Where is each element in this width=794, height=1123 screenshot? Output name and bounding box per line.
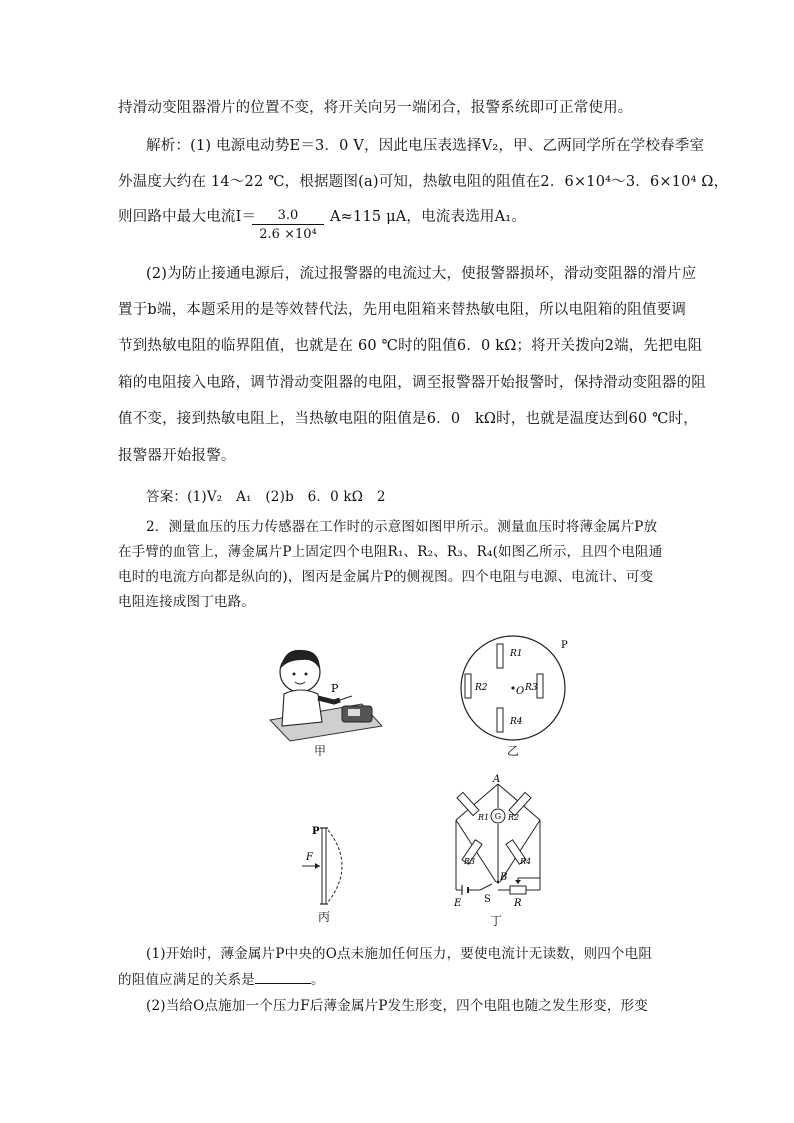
text-fragment: 的阻值应满足的关系是 [118, 972, 255, 988]
paragraph-line: (2)为防止接通电源后，流过报警器的电流过大，使报警器损坏，滑动变阻器的滑片应 [146, 266, 697, 282]
label-p: P [331, 682, 339, 695]
paragraph-line: 外温度大约在 14～22 ℃，根据题图(a)可知，热敏电阻的阻值在2．6×10⁴～3．6×10⁴ Ω， [118, 174, 729, 190]
label-r3: R3 [525, 683, 538, 693]
side-view-diagram [300, 822, 360, 910]
galvanometer-icon: G [494, 812, 502, 821]
label-r2: R2 [475, 683, 488, 693]
paragraph-line: 值不变，接到热敏电阻上，当热敏电阻的阻值是6．0 kΩ时，也就是温度达到60 ℃时， [118, 411, 698, 427]
label-f: F [306, 852, 313, 863]
metal-disc-diagram [455, 634, 575, 742]
current-fraction [252, 208, 324, 242]
paragraph-line: 解析：(1) 电源电动势E＝3．0 V，因此电压表选择V₂，甲、乙两同学所在学校春季室 [146, 138, 705, 154]
subquestion-line: (1)开始时，薄金属片P中央的O点未施加任何压力，要使电流计无读数，则四个电阻 [146, 946, 653, 962]
label-r4: R4 [520, 857, 532, 866]
person-bp-illustration [262, 642, 402, 742]
question-line: 在手臂的血管上，薄金属片P上固定四个电阻R₁、R₂、R₃、R₄(如图乙所示，且四个电阻通 [118, 544, 663, 560]
question-line: 2．测量血压的压力传感器在工作时的示意图如图甲所示。测量血压时将薄金属片P放 [146, 519, 658, 535]
label-r2: R2 [508, 813, 520, 822]
paragraph-line: 箱的电阻接入电路，调节滑动变阻器的电阻，调至报警器开始报警时，保持滑动变阻器的阻 [118, 375, 706, 391]
label-r3: R3 [464, 857, 476, 866]
label-r1: R1 [478, 813, 490, 822]
fraction-numerator: 3.0 [252, 208, 324, 225]
answer-blank[interactable] [255, 971, 311, 984]
figure-bing [300, 822, 360, 924]
label-a: A [493, 774, 501, 785]
label-o: O [516, 686, 525, 697]
figure-ding [448, 772, 558, 928]
figure-jia [262, 642, 402, 758]
label-p: P [312, 826, 320, 837]
label-r: R [514, 898, 522, 909]
paragraph-line: 置于b端，本题采用的是等效替代法，先用电阻箱来替热敏电阻，所以电阻箱的阻值要调 [118, 302, 687, 318]
question-line: 电阻连接成图丁电路。 [118, 594, 255, 610]
label-r1: R1 [510, 649, 523, 659]
label-s: S [484, 894, 491, 905]
label-r4: R4 [510, 717, 523, 727]
subquestion-line [118, 968, 325, 988]
label-e: E [454, 898, 462, 909]
paragraph-line: 节到热敏电阻的临界阻值，也就是在 60 ℃时的阻值6．0 kΩ；将开关拨向2端，先把电阻 [118, 338, 703, 354]
figure-caption: 乙 [506, 744, 519, 758]
bridge-circuit-diagram [448, 772, 558, 912]
label-p: P [561, 640, 568, 651]
figure-caption: 丙 [317, 910, 330, 924]
paragraph-line: A≈115 μA，电流表选用A₁。 [330, 209, 526, 225]
figure-caption: 甲 [313, 744, 326, 758]
text-fragment: 。 [311, 972, 325, 988]
paragraph-line: 持滑动变阻器滑片的位置不变，将开关向另一端闭合，报警系统即可正常使用。 [118, 100, 633, 116]
paragraph-line: 报警器开始报警。 [118, 448, 236, 464]
subquestion-line: (2)当给O点施加一个压力F后薄金属片P发生形变，四个电阻也随之发生形变，形变 [146, 998, 648, 1014]
question-line: 电时的电流方向都是纵向的)，图丙是金属片P的侧视图。四个电阻与电源、电流计、可变 [118, 569, 654, 585]
paragraph-line [118, 205, 256, 226]
fraction-denominator: 2.6 ×10⁴ [259, 227, 317, 242]
text-fragment: 则回路中最大电流I＝ [118, 209, 257, 225]
answer-line: 答案：(1)V₂ A₁ (2)b 6．0 kΩ 2 [146, 489, 386, 505]
figure-caption: 丁 [489, 914, 502, 928]
label-b: B [500, 872, 508, 883]
figure-yi [455, 634, 575, 758]
